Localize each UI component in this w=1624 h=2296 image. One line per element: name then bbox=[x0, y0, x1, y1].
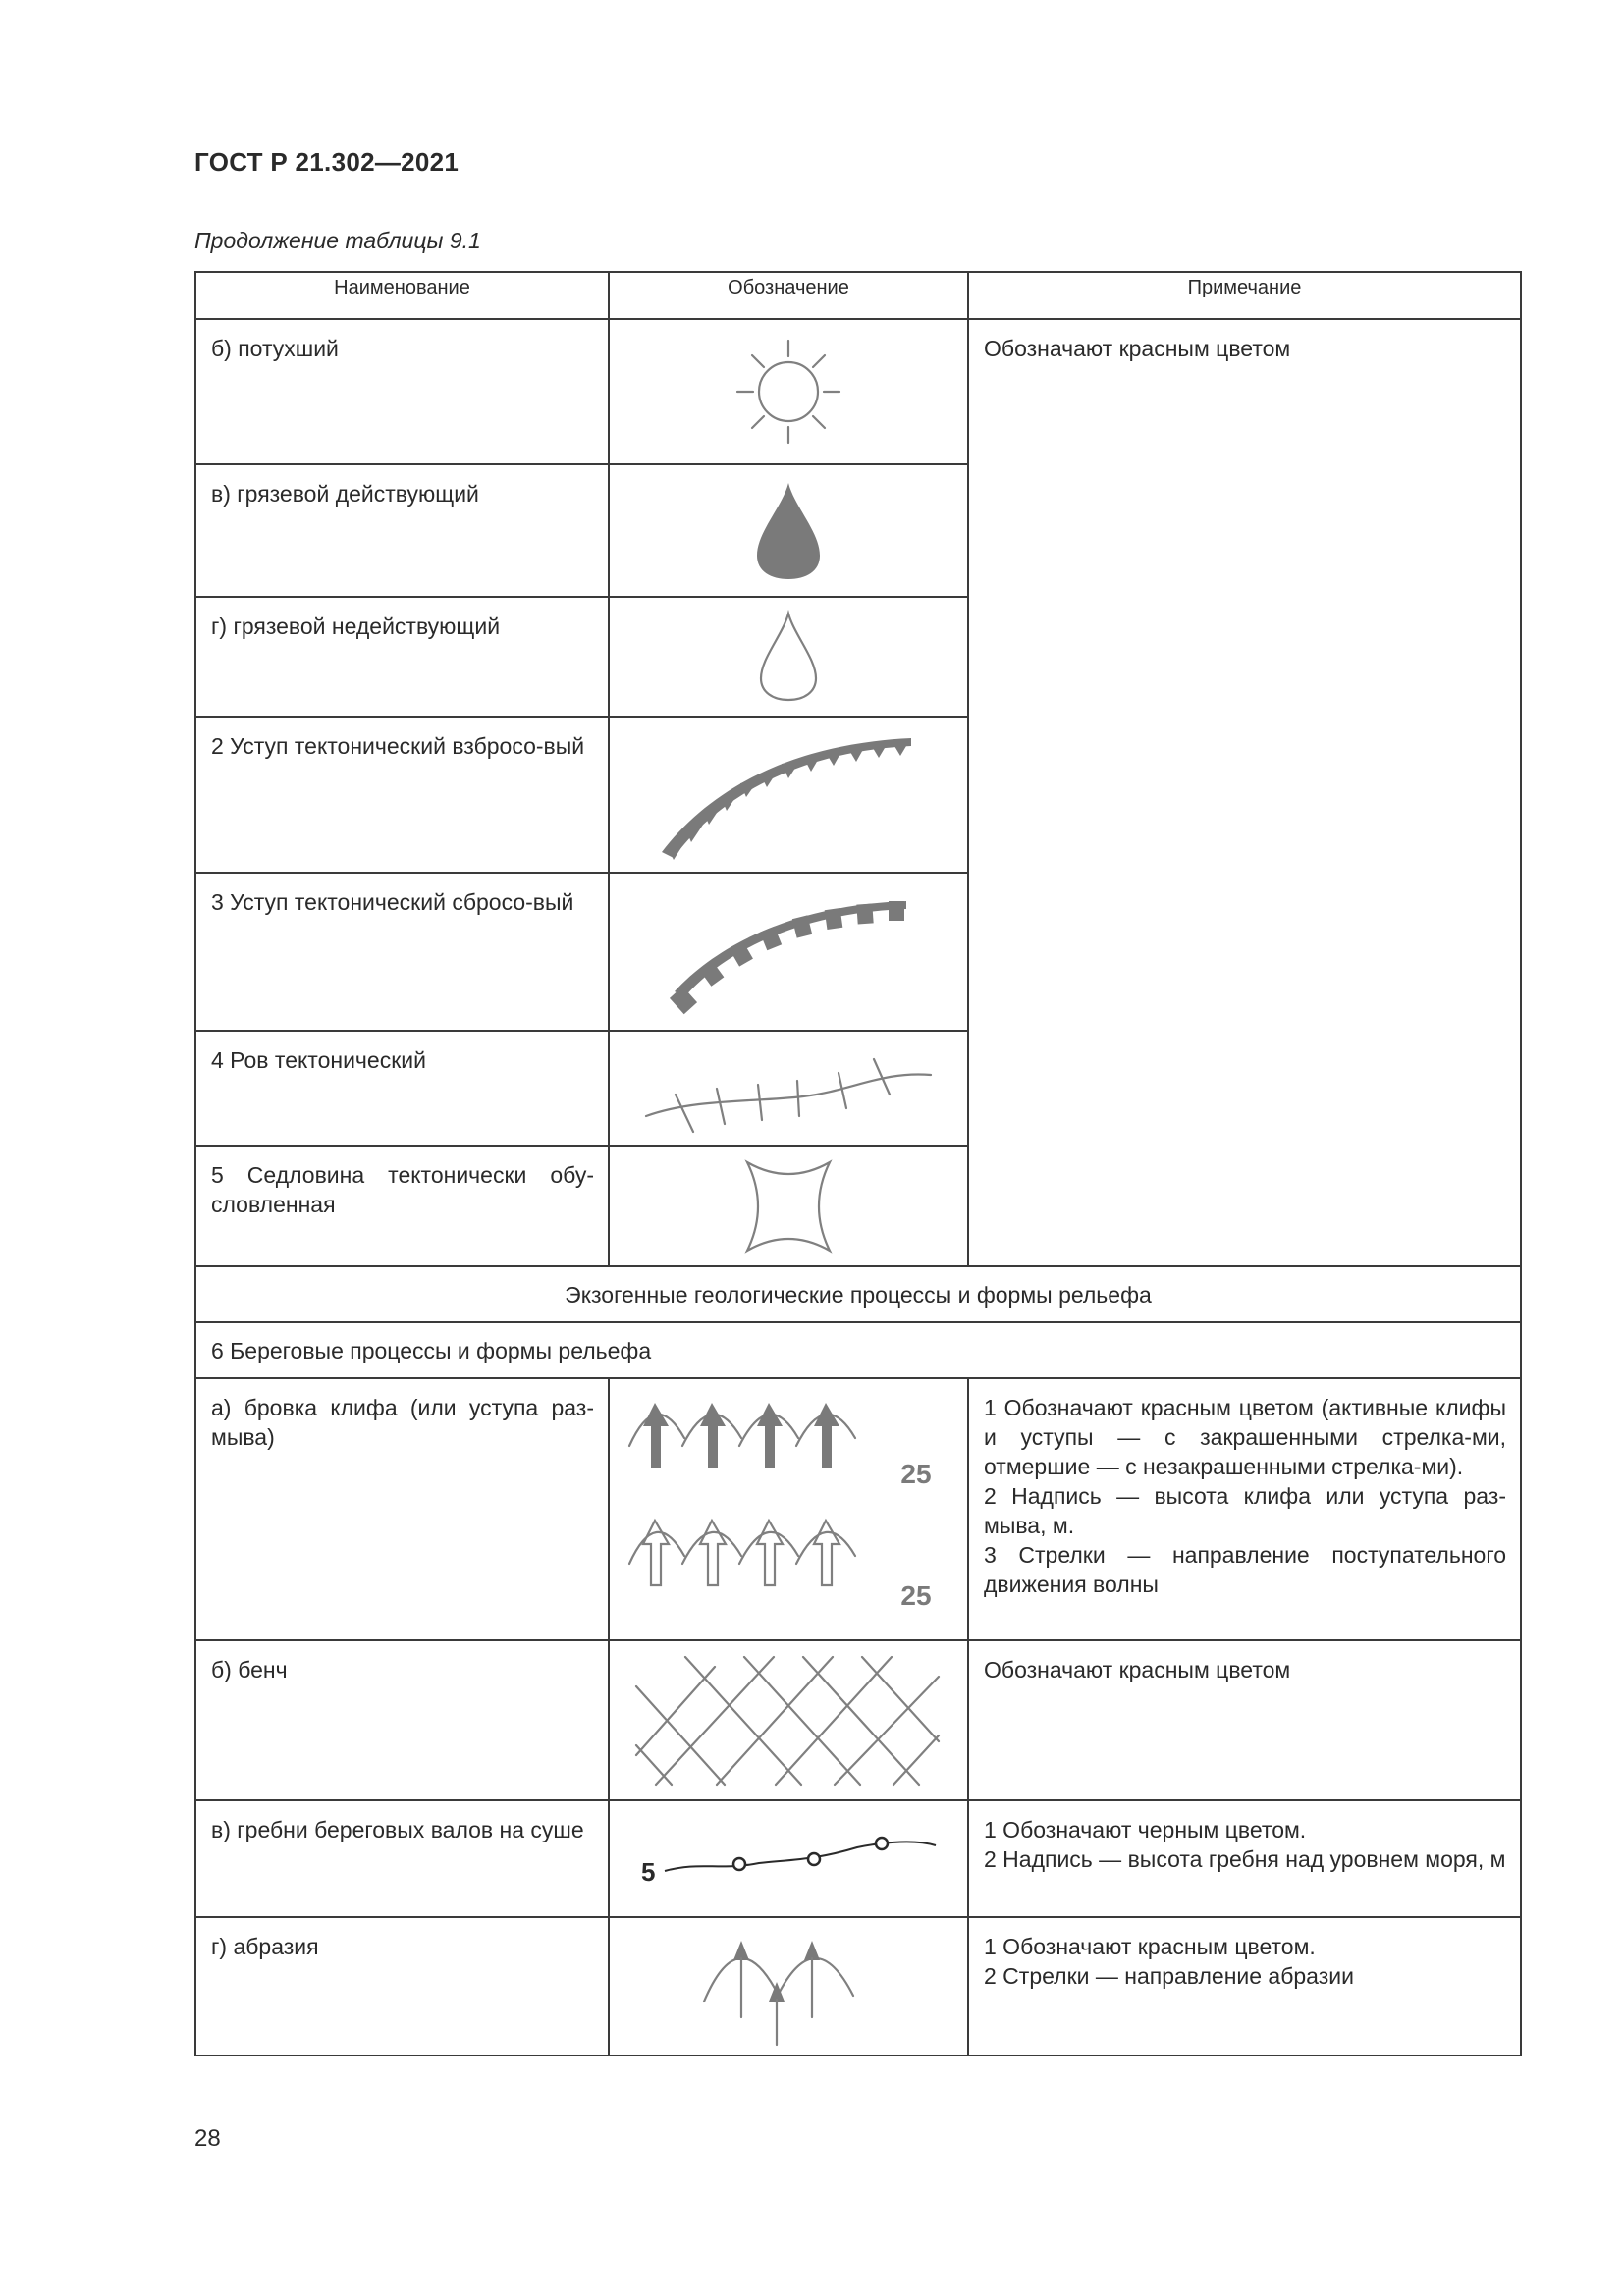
row-name: 4 Ров тектонический bbox=[195, 1031, 609, 1146]
row-name: в) грязевой действующий bbox=[195, 464, 609, 597]
column-header-name: Наименование bbox=[195, 272, 609, 319]
thrust-scarp-icon bbox=[646, 726, 931, 864]
section-title: Экзогенные геологические процессы и формы рельефа bbox=[195, 1266, 1521, 1322]
table-row bbox=[195, 1800, 1521, 1917]
row-name: а) бровка клифа (или уступа раз-мыва) bbox=[195, 1378, 609, 1640]
fault-scarp-icon bbox=[661, 883, 916, 1021]
table-row bbox=[195, 1378, 1521, 1640]
table-row bbox=[195, 1917, 1521, 2056]
row-name: г) грязевой недействующий bbox=[195, 597, 609, 717]
cliff-edge-arrows-icon bbox=[622, 1387, 955, 1632]
bench-lattice-icon bbox=[626, 1647, 950, 1794]
hollow-drop-icon bbox=[749, 608, 828, 706]
note-text: 1 Обозначают черным цветом. bbox=[984, 1817, 1307, 1842]
cliff-label-dead: 25 bbox=[900, 1579, 932, 1611]
note-cell bbox=[968, 319, 1521, 1266]
extinct-volcano-sun-icon bbox=[730, 333, 847, 451]
symbol-cell bbox=[609, 1800, 968, 1917]
group-title: 6 Береговые процессы и формы рельефа bbox=[195, 1322, 1521, 1378]
cliff-label-active: 25 bbox=[900, 1458, 932, 1489]
tectonic-ditch-icon bbox=[636, 1040, 941, 1138]
symbol-cell bbox=[609, 1146, 968, 1266]
symbol-cell bbox=[609, 1378, 968, 1640]
row-name: в) гребни береговых валов на суше bbox=[195, 1800, 609, 1917]
ridge-height-label: 5 bbox=[641, 1856, 656, 1887]
symbol-cell bbox=[609, 717, 968, 873]
symbol-cell bbox=[609, 873, 968, 1031]
filled-drop-icon bbox=[749, 477, 828, 585]
note-cell bbox=[968, 1800, 1521, 1917]
table-row bbox=[195, 319, 1521, 464]
symbols-table bbox=[194, 271, 1522, 2056]
column-header-note: Примечание bbox=[968, 272, 1521, 319]
symbol-cell bbox=[609, 319, 968, 464]
note-text: 1 Обозначают красным цветом (активные клифы и уступы — с закрашенными стрелка-ми, отмершие — с незакрашенными стрелка-ми). bbox=[984, 1395, 1506, 1479]
note-text: 2 Надпись — высота клифа или уступа раз-мыва, м. bbox=[984, 1483, 1506, 1538]
saddle-icon bbox=[730, 1152, 847, 1260]
column-header-symbol: Обозначение bbox=[609, 272, 968, 319]
note-text: Обозначают красным цветом bbox=[984, 1657, 1291, 1682]
row-name: 2 Уступ тектонический взбросо-вый bbox=[195, 717, 609, 873]
row-name: 5 Седловина тектонически обу-словленная bbox=[195, 1146, 609, 1266]
note-text: 2 Стрелки — направление абразии bbox=[984, 1963, 1354, 1989]
note-text: 2 Надпись — высота гребня над уровнем моря, м bbox=[984, 1846, 1506, 1872]
page-number: 28 bbox=[194, 2125, 221, 2152]
section-row bbox=[195, 1266, 1521, 1322]
row-name: 3 Уступ тектонический сбросо-вый bbox=[195, 873, 609, 1031]
note-cell bbox=[968, 1378, 1521, 1640]
symbol-cell bbox=[609, 464, 968, 597]
table-row bbox=[195, 1640, 1521, 1800]
row-name: г) абразия bbox=[195, 1917, 609, 2056]
note-cell bbox=[968, 1917, 1521, 2056]
symbol-cell bbox=[609, 597, 968, 717]
note-text: 1 Обозначают красным цветом. bbox=[984, 1934, 1316, 1959]
table-caption: Продолжение таблицы 9.1 bbox=[194, 228, 481, 253]
beach-ridge-icon bbox=[631, 1820, 946, 1898]
abrasion-arrows-icon bbox=[690, 1923, 887, 2051]
group-row bbox=[195, 1322, 1521, 1378]
document-code: ГОСТ Р 21.302—2021 bbox=[194, 147, 460, 177]
note-cell bbox=[968, 1640, 1521, 1800]
table-header-row bbox=[195, 272, 1521, 319]
note-text: 3 Стрелки — направление поступательного движения волны bbox=[984, 1542, 1506, 1597]
symbol-cell bbox=[609, 1640, 968, 1800]
note-text: Обозначают красным цветом bbox=[984, 336, 1291, 361]
symbol-cell bbox=[609, 1031, 968, 1146]
row-name: б) потухший bbox=[195, 319, 609, 464]
row-name: б) бенч bbox=[195, 1640, 609, 1800]
symbol-cell bbox=[609, 1917, 968, 2056]
